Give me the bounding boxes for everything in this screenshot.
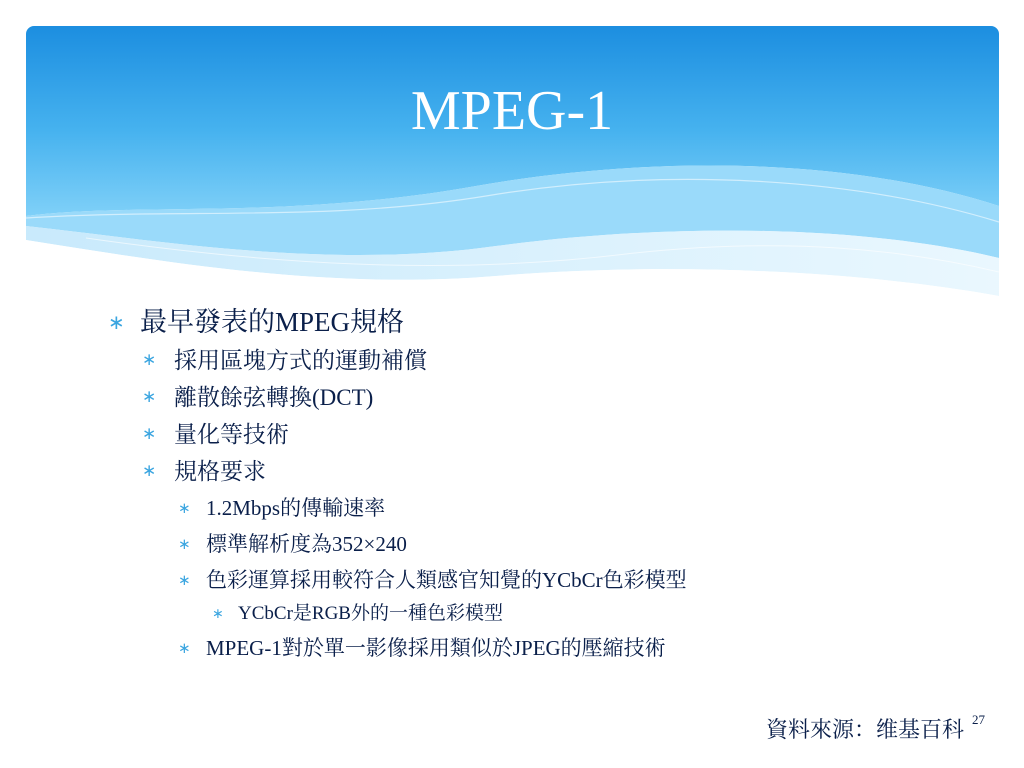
bullet-item (108, 342, 988, 379)
slide-title: MPEG-1 (410, 80, 614, 142)
header-wave-graphic (26, 26, 999, 296)
page-number: 27 (972, 712, 985, 727)
bullet-text: 最早發表的MPEG規格 (140, 307, 405, 337)
bullet-marker-icon: ∗ (178, 499, 191, 517)
bullet-text: 色彩運算採用較符合人類感官知覺的YCbCr色彩模型 (206, 568, 687, 592)
bullet-item (108, 379, 988, 416)
bullet-marker-icon: ∗ (142, 387, 157, 407)
bullet-item (108, 630, 988, 666)
bullet-text: 量化等技術 (174, 422, 289, 447)
bullet-marker-icon: ∗ (108, 310, 125, 334)
bullet-item (108, 598, 988, 630)
bullet-marker-icon: ∗ (142, 461, 157, 481)
bullet-item (108, 562, 988, 598)
bullet-marker-icon: ∗ (178, 535, 191, 553)
bullet-text: 規格要求 (174, 459, 266, 484)
bullet-text: 1.2Mbps的傳輸速率 (206, 496, 386, 520)
bullet-marker-icon: ∗ (212, 606, 224, 622)
source-citation: 資料來源：维基百科 (765, 718, 964, 743)
bullet-text: YCbCr是RGB外的一種色彩模型 (238, 603, 503, 624)
bullet-item (108, 526, 988, 562)
bullet-marker-icon: ∗ (178, 639, 191, 657)
bullet-item (108, 302, 988, 342)
bullet-marker-icon: ∗ (142, 350, 157, 370)
bullet-marker-icon: ∗ (178, 571, 191, 589)
bullet-text: 採用區塊方式的運動補償 (174, 348, 427, 373)
bullet-item (108, 490, 988, 526)
bullet-item (108, 453, 988, 490)
bullet-text: 標準解析度為352×240 (206, 532, 407, 556)
bullet-text: 離散餘弦轉換(DCT) (174, 385, 374, 410)
bullet-text: MPEG-1對於單一影像採用類似於JPEG的壓縮技術 (206, 636, 666, 660)
bullet-marker-icon: ∗ (142, 424, 157, 444)
header-banner (26, 26, 999, 296)
bullet-item (108, 416, 988, 453)
bullet-list (108, 302, 988, 666)
